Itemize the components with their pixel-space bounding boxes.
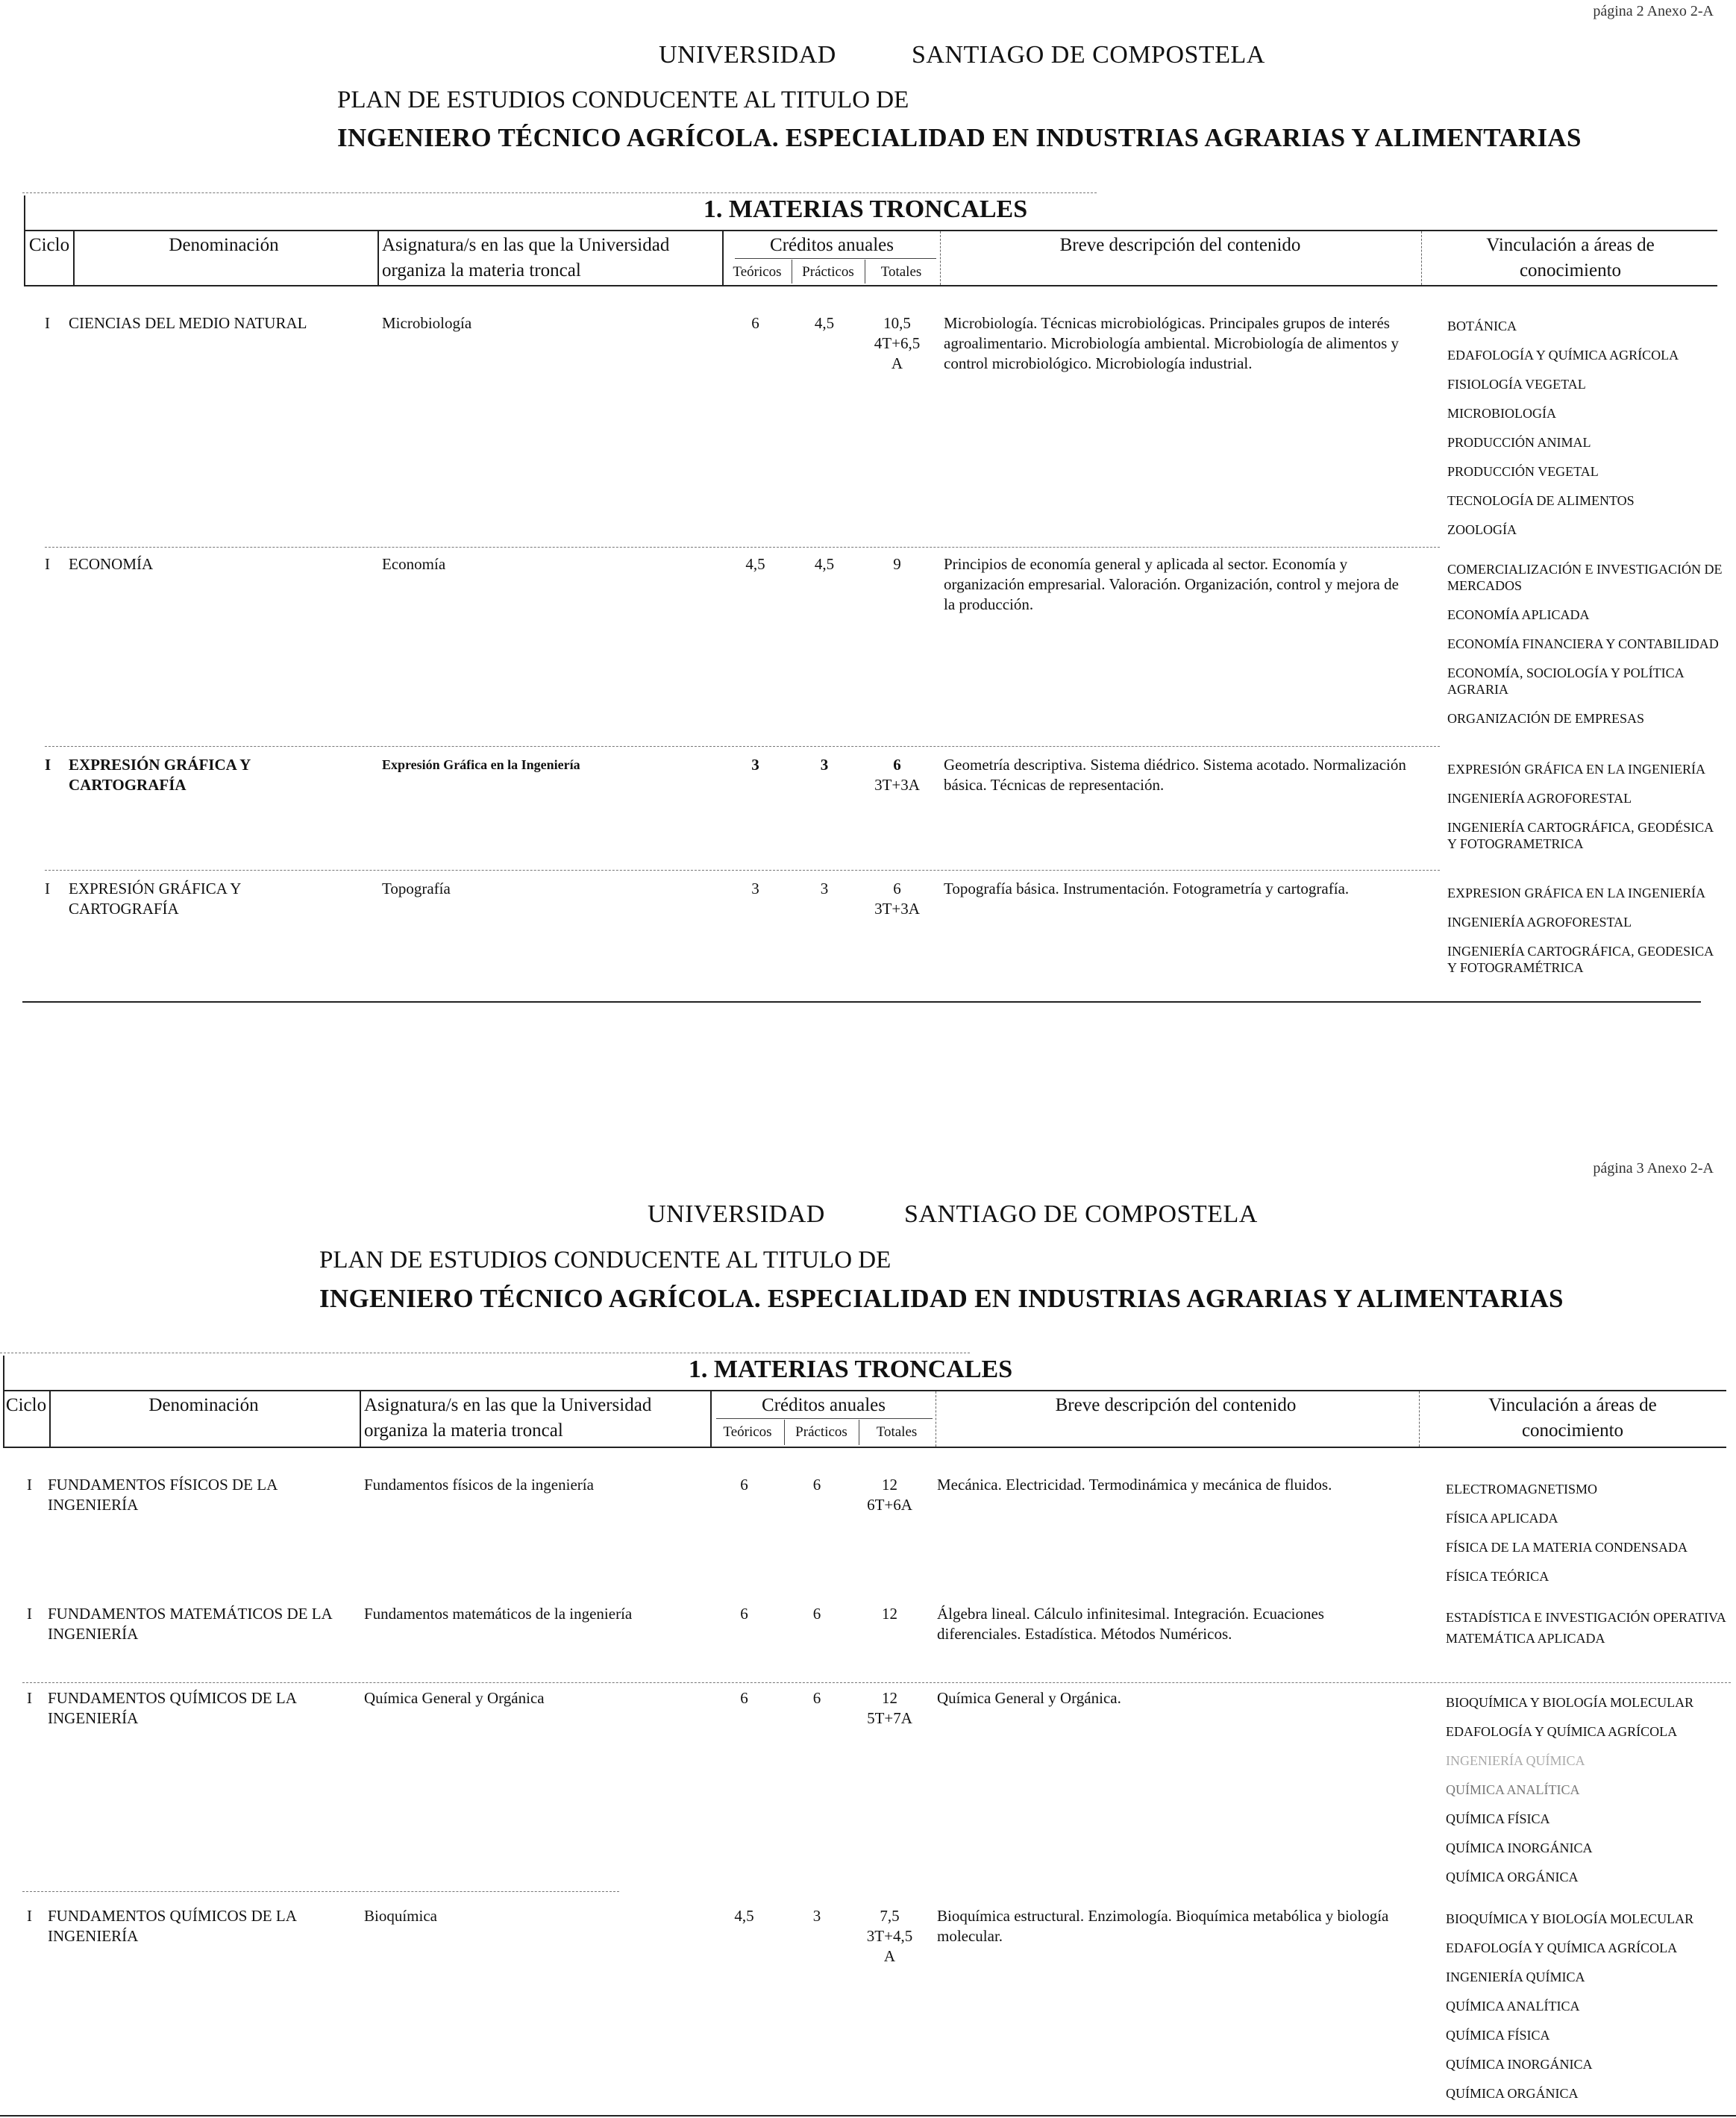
header-descripcion: Breve descripción del contenido (1055, 1395, 1297, 1415)
row-totales-detail: 4T+6,5 A (874, 334, 921, 372)
row-asignatura: Expresión Gráfica en la Ingeniería (382, 757, 580, 772)
row-denominacion: ECONOMÍA (69, 555, 154, 573)
row-ciclo: I (45, 314, 50, 332)
row-areas-list (1446, 1481, 1733, 1597)
plan-label: PLAN DE ESTUDIOS CONDUCENTE AL TITULO DE (319, 1247, 891, 1273)
header-vinculacion-line2: conocimiento (1519, 260, 1622, 281)
row-ciclo: I (45, 555, 50, 573)
header-divider (940, 231, 941, 285)
row-practicos: 4,5 (814, 555, 835, 573)
university-name: SANTIAGO DE COMPOSTELA (912, 41, 1265, 69)
header-teoricos: Teóricos (733, 264, 782, 280)
header-asignatura-line2: organiza la materia troncal (382, 260, 581, 281)
area-item: FÍSICA TEÓRICA (1446, 1569, 1549, 1584)
row-teoricos: 4,5 (734, 1907, 754, 1925)
row-separator (45, 870, 1440, 871)
row-ciclo: I (27, 1605, 32, 1623)
table-bottom-rule (22, 1001, 1701, 1003)
table-bottom-rule (0, 2115, 1736, 2117)
row-areas-list (1447, 561, 1723, 739)
row-teoricos: 4,5 (745, 555, 765, 573)
area-item: QUÍMICA FÍSICA (1446, 1811, 1550, 1826)
header-ciclo: Ciclo (5, 1395, 47, 1415)
area-item: ESTADÍSTICA E INVESTIGACIÓN OPERATIVA (1446, 1610, 1726, 1625)
row-teoricos: 6 (751, 314, 759, 332)
header-divider (360, 1391, 361, 1447)
row-teoricos: 6 (740, 1476, 748, 1494)
university-name: SANTIAGO DE COMPOSTELA (904, 1200, 1258, 1228)
row-asignatura: Topografía (382, 880, 451, 897)
header-asignatura-line1: Asignatura/s en las que la Universidad (382, 235, 670, 255)
row-ciclo: I (27, 1689, 32, 1707)
document-page-2 (0, 0, 1736, 1044)
row-descripcion: Geometría descriptiva. Sistema diédrico. Sistema acotado. Normalización básica. Técnicas de representación. (944, 756, 1406, 794)
header-totales: Totales (880, 264, 922, 280)
area-item: QUÍMICA ORGÁNICA (1446, 1870, 1579, 1884)
area-item: MICROBIOLOGÍA (1447, 406, 1556, 421)
row-asignatura: Microbiología (382, 314, 472, 332)
plan-label: PLAN DE ESTUDIOS CONDUCENTE AL TITULO DE (337, 87, 909, 113)
area-item: ELECTROMAGNETISMO (1446, 1482, 1597, 1497)
row-asignatura: Economía (382, 555, 446, 573)
area-item: ECONOMÍA, SOCIOLOGÍA Y POLÍTICA AGRARIA (1447, 665, 1684, 697)
row-areas-list (1446, 1609, 1733, 1659)
area-item: BIOQUÍMICA Y BIOLOGÍA MOLECULAR (1446, 1911, 1694, 1926)
row-practicos: 4,5 (814, 314, 835, 332)
row-areas-list (1447, 318, 1723, 551)
area-item: QUÍMICA ANALÍTICA (1446, 1999, 1580, 2014)
area-item: BIOQUÍMICA Y BIOLOGÍA MOLECULAR (1446, 1695, 1694, 1710)
row-denominacion: CIENCIAS DEL MEDIO NATURAL (69, 314, 307, 332)
row-separator (45, 547, 1440, 548)
row-descripcion: Principios de economía general y aplicada al sector. Economía y organización empresarial. Valoración. Organización, control y mejora de la producción. (944, 555, 1399, 613)
row-totales-detail: 3T+3A (874, 776, 920, 794)
row-ciclo: I (45, 756, 51, 774)
area-item: EXPRESIÓN GRÁFICA EN LA INGENIERÍA (1447, 762, 1705, 777)
row-totales: 6 (893, 756, 901, 774)
row-totales: 6 (893, 880, 901, 897)
header-bottom-rule (24, 285, 1717, 286)
area-item: ORGANIZACIÓN DE EMPRESAS (1447, 711, 1645, 726)
area-item: MATEMÁTICA APLICADA (1446, 1631, 1605, 1646)
section-title: 1. MATERIAS TRONCALES (703, 195, 1028, 223)
area-item: ECONOMÍA APLICADA (1447, 607, 1590, 622)
row-asignatura: Fundamentos físicos de la ingeniería (364, 1476, 594, 1494)
row-ciclo: I (27, 1476, 32, 1494)
row-asignatura: Química General y Orgánica (364, 1689, 545, 1707)
top-dashed-rule (22, 192, 1097, 193)
area-item: FÍSICA DE LA MATERIA CONDENSADA (1446, 1540, 1688, 1555)
row-denominacion: FUNDAMENTOS MATEMÁTICOS DE LA INGENIERÍA (48, 1605, 332, 1643)
row-totales: 12 (882, 1605, 897, 1623)
header-bottom-rule (3, 1447, 1726, 1448)
university-label: UNIVERSIDAD (659, 41, 836, 69)
header-practicos: Prácticos (795, 1424, 847, 1440)
row-practicos: 3 (812, 1907, 821, 1925)
header-totales: Totales (876, 1424, 918, 1440)
row-asignatura: Bioquímica (364, 1907, 437, 1925)
header-divider (1421, 231, 1422, 285)
row-descripcion: Topografía básica. Instrumentación. Fotogrametría y cartografía. (944, 880, 1350, 897)
row-areas-list (1447, 761, 1723, 865)
row-totales: 7,5 (880, 1907, 900, 1925)
area-item: INGENIERÍA CARTOGRÁFICA, GEODESICA Y FOTOGRAMÉTRICA (1447, 944, 1714, 975)
header-vinculacion-line2: conocimiento (1521, 1420, 1624, 1441)
row-areas-list (1447, 885, 1723, 988)
degree-title: INGENIERO TÉCNICO AGRÍCOLA. ESPECIALIDAD EN INDUSTRIAS AGRARIAS Y ALIMENTARIAS (337, 123, 1582, 152)
section-title: 1. MATERIAS TRONCALES (688, 1356, 1013, 1383)
row-totales-detail: 5T+7A (867, 1709, 912, 1727)
page-number-label: página 2 Anexo 2-A (1593, 3, 1714, 19)
row-descripcion: Álgebra lineal. Cálculo infinitesimal. Integración. Ecuaciones diferenciales. Estadística. Métodos Numéricos. (937, 1605, 1324, 1643)
header-creditos: Créditos anuales (762, 1395, 886, 1415)
row-denominacion: EXPRESIÓN GRÁFICA Y CARTOGRAFÍA (69, 756, 251, 794)
header-asignatura-line1: Asignatura/s en las que la Universidad (364, 1395, 652, 1415)
header-denominacion: Denominación (169, 235, 279, 255)
creditos-subrule (716, 1418, 933, 1419)
area-item: INGENIERÍA CARTOGRÁFICA, GEODÉSICA Y FOTOGRAMETRICA (1447, 820, 1714, 851)
header-denominacion: Denominación (148, 1395, 259, 1415)
row-denominacion: FUNDAMENTOS QUÍMICOS DE LA INGENIERÍA (48, 1907, 296, 1945)
area-item: FISIOLOGÍA VEGETAL (1447, 377, 1586, 392)
row-teoricos: 3 (751, 880, 759, 897)
row-descripcion: Química General y Orgánica. (937, 1689, 1121, 1707)
row-ciclo: I (27, 1907, 32, 1925)
row-totales: 12 (882, 1476, 897, 1494)
row-denominacion: FUNDAMENTOS FÍSICOS DE LA INGENIERÍA (48, 1476, 278, 1514)
row-asignatura: Fundamentos matemáticos de la ingeniería (364, 1605, 633, 1623)
area-item: INGENIERÍA QUÍMICA (1446, 1753, 1585, 1768)
row-denominacion: FUNDAMENTOS QUÍMICOS DE LA INGENIERÍA (48, 1689, 296, 1727)
university-label: UNIVERSIDAD (648, 1200, 825, 1228)
header-vinculacion-line1: Vinculación a áreas de (1488, 1395, 1657, 1415)
area-item: INGENIERÍA AGROFORESTAL (1447, 915, 1632, 930)
header-divider (1419, 1391, 1420, 1447)
row-separator (22, 1891, 619, 1892)
row-practicos: 3 (820, 880, 829, 897)
area-item: INGENIERÍA QUÍMICA (1446, 1970, 1585, 1984)
row-ciclo: I (45, 880, 50, 897)
header-ciclo: Ciclo (28, 235, 70, 255)
row-practicos: 6 (812, 1605, 821, 1623)
row-practicos: 6 (812, 1689, 821, 1707)
row-denominacion: EXPRESIÓN GRÁFICA Y CARTOGRAFÍA (69, 880, 241, 918)
row-totales: 9 (893, 555, 901, 573)
header-vinculacion-line1: Vinculación a áreas de (1486, 235, 1655, 255)
row-totales-detail: 3T+3A (874, 900, 920, 918)
area-item: QUÍMICA INORGÁNICA (1446, 1840, 1593, 1855)
area-item: EXPRESION GRÁFICA EN LA INGENIERÍA (1447, 886, 1705, 900)
header-practicos: Prácticos (802, 264, 854, 280)
row-descripcion: Bioquímica estructural. Enzimología. Bioquímica metabólica y biología molecular. (937, 1907, 1389, 1945)
area-item: TECNOLOGÍA DE ALIMENTOS (1447, 493, 1635, 508)
area-item: ZOOLOGÍA (1447, 522, 1517, 537)
area-item: QUÍMICA ORGÁNICA (1446, 2086, 1579, 2101)
row-totales: 12 (882, 1689, 897, 1707)
row-totales: 10,5 (883, 314, 911, 332)
area-item: EDAFOLOGÍA Y QUÍMICA AGRÍCOLA (1447, 348, 1679, 363)
row-separator (22, 1682, 1731, 1683)
row-totales-detail: 3T+4,5 A (866, 1927, 913, 1965)
area-item: ECONOMÍA FINANCIERA Y CONTABILIDAD (1447, 636, 1719, 651)
header-descripcion: Breve descripción del contenido (1059, 235, 1301, 255)
document-page-3 (0, 1153, 1736, 2118)
header-asignatura-line2: organiza la materia troncal (364, 1420, 563, 1441)
row-practicos: 6 (812, 1476, 821, 1494)
page-number-label: página 3 Anexo 2-A (1593, 1160, 1714, 1177)
table-left-border (24, 195, 25, 285)
row-teoricos: 3 (751, 756, 759, 774)
area-item: BOTÁNICA (1447, 319, 1517, 333)
degree-title: INGENIERO TÉCNICO AGRÍCOLA. ESPECIALIDAD EN INDUSTRIAS AGRARIAS Y ALIMENTARIAS (319, 1284, 1564, 1313)
row-areas-list (1446, 1694, 1733, 1898)
area-item: INGENIERÍA AGROFORESTAL (1447, 791, 1632, 806)
area-item: FÍSICA APLICADA (1446, 1511, 1558, 1526)
row-practicos: 3 (820, 756, 829, 774)
creditos-subrule (735, 258, 936, 259)
header-divider (377, 231, 379, 285)
header-creditos: Créditos anuales (770, 235, 894, 255)
row-descripcion: Microbiología. Técnicas microbiológicas. Principales grupos de interés agroalimentario. Microbiología ambiental. Microbiología de alimentos y control microbiológico. Microbiología industrial. (944, 314, 1400, 372)
area-item: QUÍMICA FÍSICA (1446, 2028, 1550, 2043)
row-descripcion: Mecánica. Electricidad. Termodinámica y mecánica de fluidos. (937, 1476, 1332, 1494)
row-teoricos: 6 (740, 1689, 748, 1707)
header-teoricos: Teóricos (723, 1424, 772, 1440)
row-separator (45, 746, 1440, 747)
area-item: COMERCIALIZACIÓN E INVESTIGACIÓN DE MERCADOS (1447, 562, 1723, 593)
section-title-rule (3, 1390, 1726, 1391)
area-item: PRODUCCIÓN ANIMAL (1447, 435, 1591, 450)
section-title-rule (24, 230, 1717, 231)
area-item: QUÍMICA ANALÍTICA (1446, 1782, 1580, 1797)
row-areas-list (1446, 1911, 1733, 2114)
area-item: PRODUCCIÓN VEGETAL (1447, 464, 1599, 479)
row-teoricos: 6 (740, 1605, 748, 1623)
area-item: QUÍMICA INORGÁNICA (1446, 2057, 1593, 2072)
row-totales-detail: 6T+6A (867, 1496, 912, 1514)
area-item: EDAFOLOGÍA Y QUÍMICA AGRÍCOLA (1446, 1724, 1678, 1739)
area-item: EDAFOLOGÍA Y QUÍMICA AGRÍCOLA (1446, 1940, 1678, 1955)
